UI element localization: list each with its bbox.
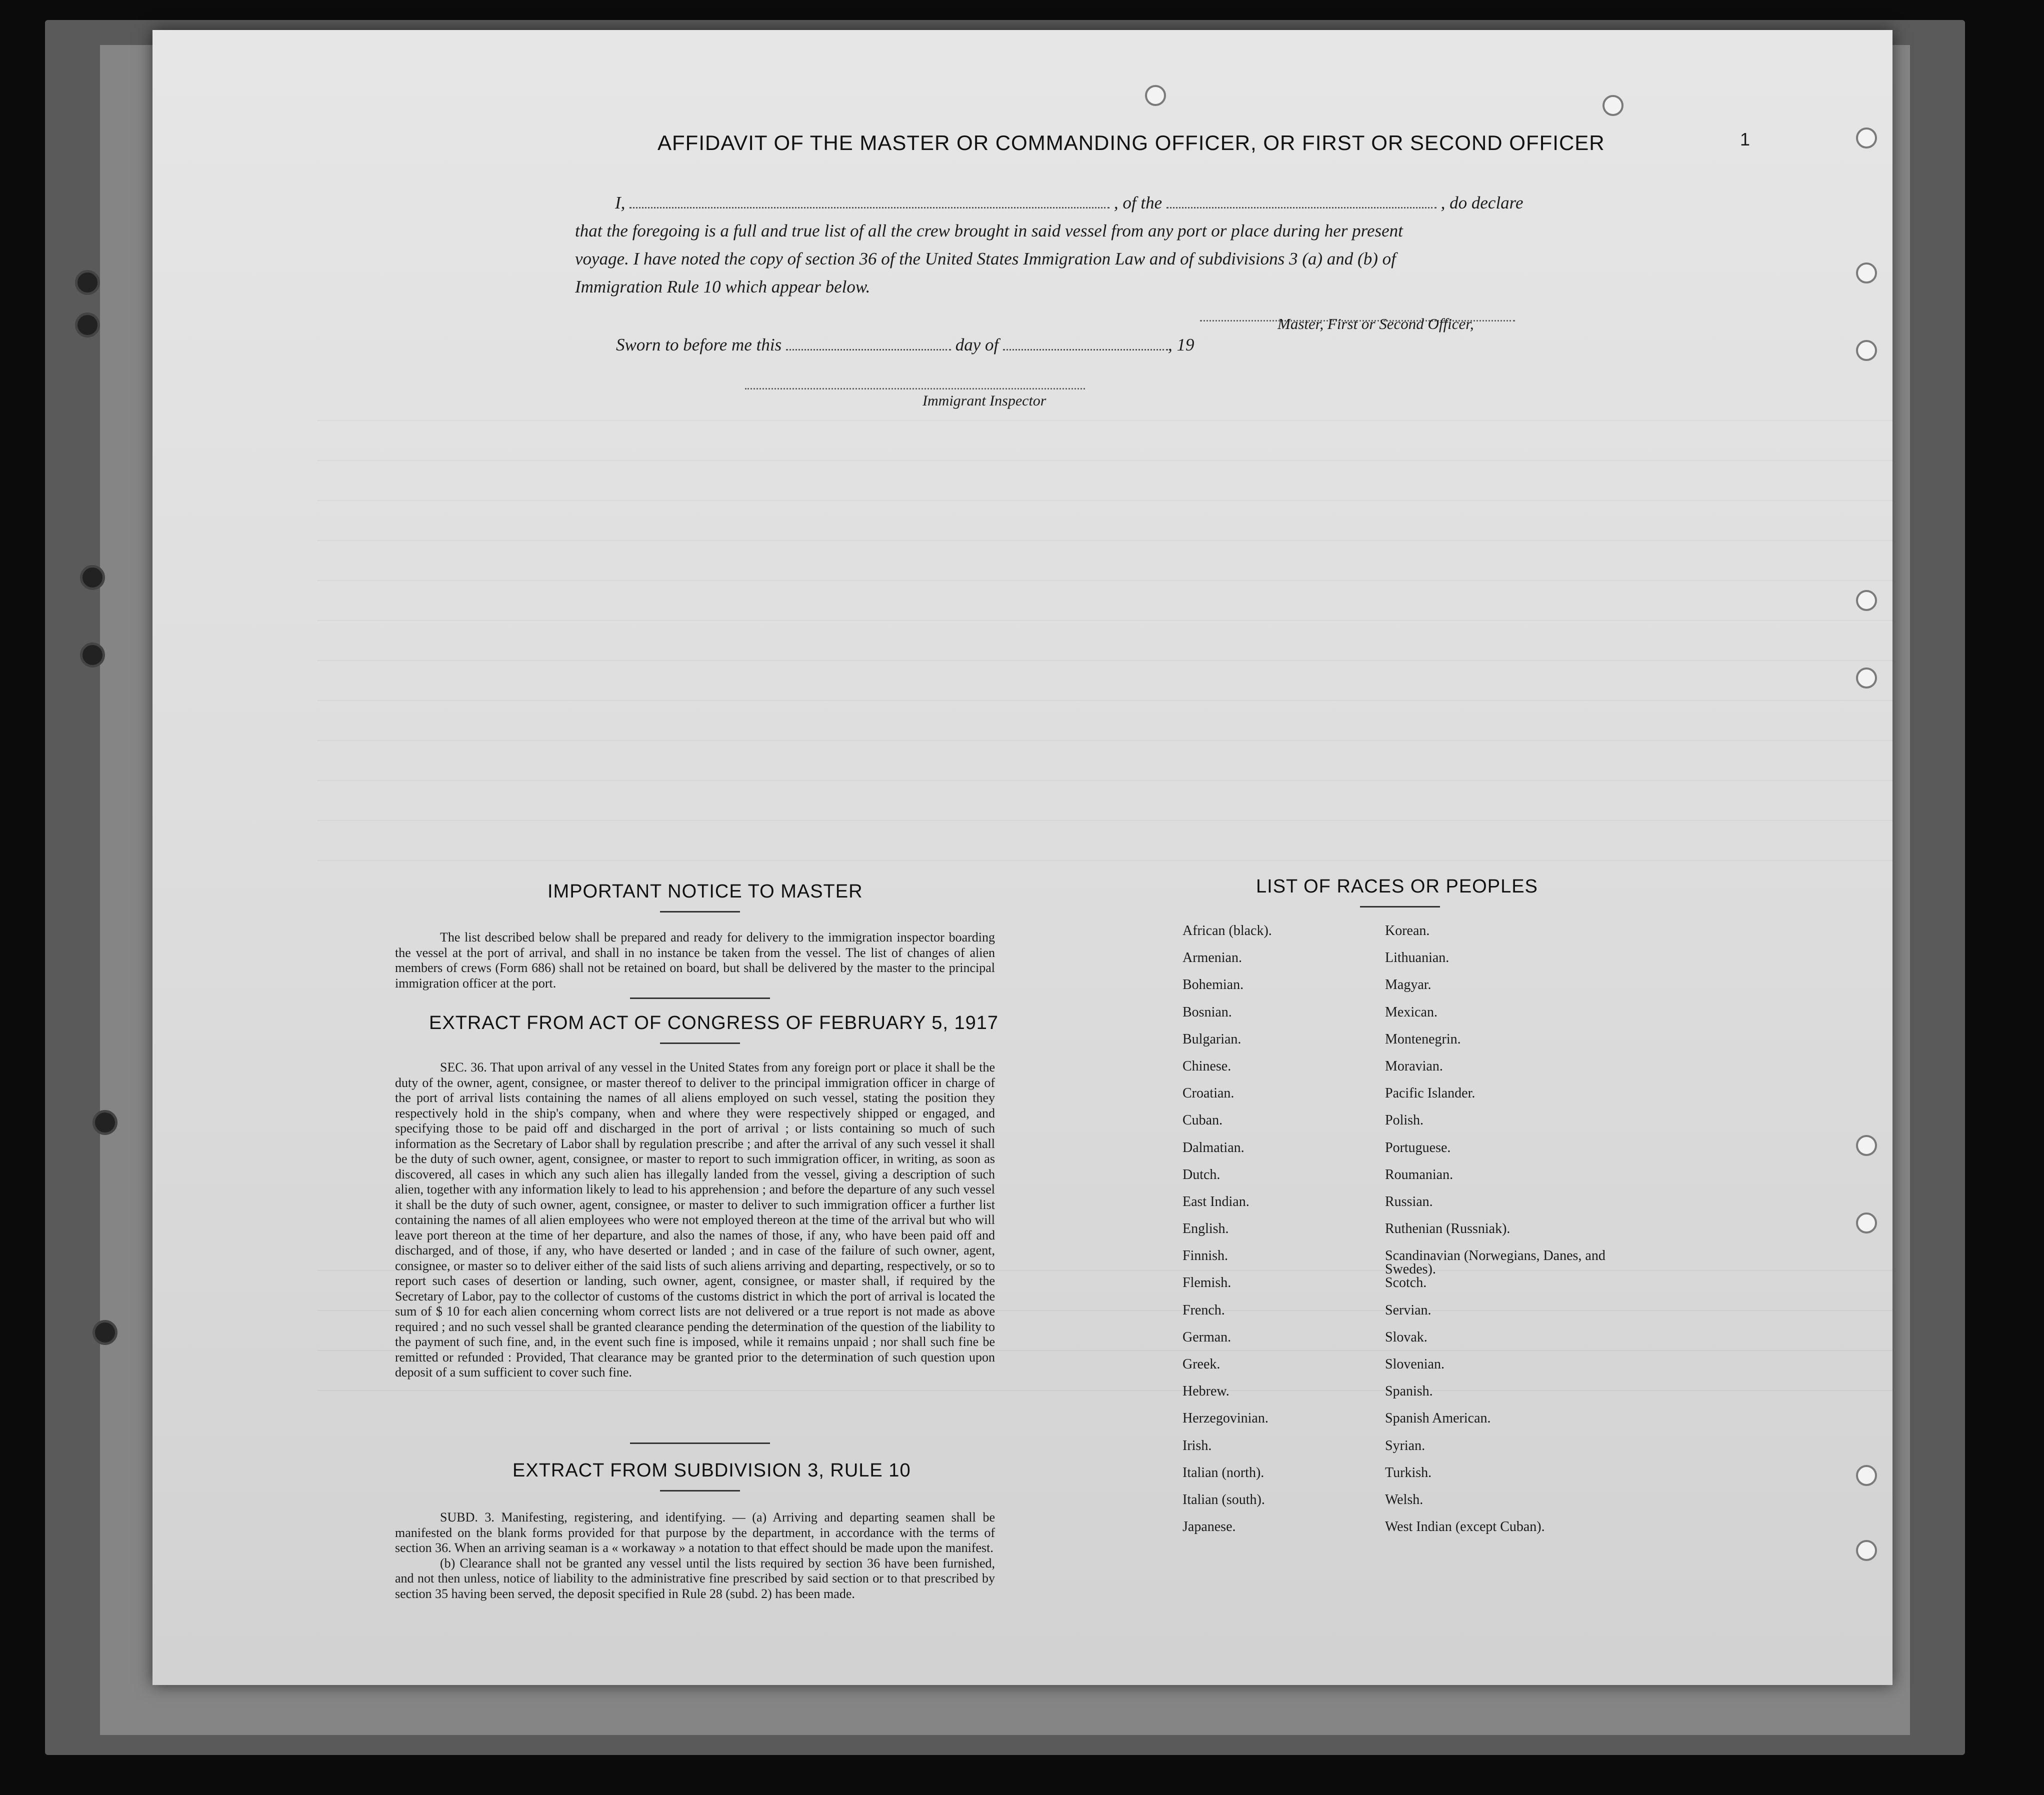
- race-item: Moravian.: [1385, 1058, 1443, 1074]
- binder-hole: [75, 270, 100, 295]
- races-list: [1182, 924, 1632, 1547]
- race-item: Slovenian.: [1385, 1356, 1444, 1372]
- sworn-day-field[interactable]: [786, 349, 951, 350]
- race-item: Slovak.: [1385, 1329, 1428, 1345]
- race-item: Syrian.: [1385, 1438, 1426, 1454]
- race-item: Mexican.: [1385, 1004, 1438, 1020]
- race-item: English.: [1182, 1221, 1229, 1237]
- race-item: Polish.: [1385, 1112, 1424, 1128]
- race-item: Irish.: [1182, 1438, 1212, 1454]
- affidavit-i: I,: [615, 193, 626, 212]
- race-item: Ruthenian (Russniak).: [1385, 1221, 1510, 1237]
- affidavit-line-3: voyage. I have noted the copy of section 36 of the United States Immigration Law and of subdivisions 3 (a) and (b) of: [575, 249, 1396, 268]
- race-item: East Indian.: [1182, 1194, 1250, 1210]
- race-item: Italian (north).: [1182, 1464, 1264, 1480]
- race-item: Italian (south).: [1182, 1492, 1265, 1508]
- race-item: Russian.: [1385, 1194, 1433, 1210]
- race-item: Pacific Islander.: [1385, 1086, 1476, 1102]
- race-item: Armenian.: [1182, 950, 1242, 966]
- race-item: Roumanian.: [1385, 1166, 1454, 1182]
- inspector-label: Immigrant Inspector: [922, 392, 1046, 409]
- signature-label: Master, First or Second Officer,: [1278, 315, 1474, 332]
- sworn-day-of: day of: [955, 335, 999, 354]
- sworn-month-field[interactable]: [1003, 349, 1168, 350]
- race-item: Bosnian.: [1182, 1004, 1232, 1020]
- race-item: Herzegovinian.: [1182, 1410, 1268, 1426]
- notice-body: The list described below shall be prepared and ready for delivery to the immigration inspector boarding the vessel at the port of arrival, and shall in no instance be taken from the vessel. The list of changes of alien members of crews (Form 686) shall not be retained on board, but shall be delivered by the master to the principal immigration officer at the port.: [395, 930, 995, 990]
- race-item: Portuguese.: [1385, 1140, 1451, 1156]
- sworn-year-prefix: , 19: [1168, 335, 1194, 354]
- inspector-signature-line[interactable]: [745, 388, 1085, 390]
- race-item: African (black).: [1182, 923, 1272, 938]
- sheet-hole: [1602, 95, 1624, 116]
- race-item: Servian.: [1385, 1302, 1432, 1318]
- race-item: Bohemian.: [1182, 977, 1244, 993]
- act-title-rule: [660, 1042, 740, 1044]
- section-36-text: SEC. 36. That upon arrival of any vessel in the United States from any foreign port or place it shall be the duty of the owner, agent, consignee, or master thereof to deliver to the principal immigration officer in charge of the port of arrival lists containing the names of all aliens employed on such vessel, stating the position they respectively hold in the ship's company, when and where they were respectively shipped or engaged, and specifying those to be paid off and discharged in the port of arrival ; or lists containing so much of such information as the Secretary of Labor shall by regulation prescribe ; and after the arrival of any such vessel it shall be the duty of such owner, agent, consignee, or master to report to such immigration officer, in writing, as soon as discovered, all cases in which any such alien has illegally landed from the vessel, giving a description of such alien, together with any information likely to lead to his apprehension ; and before the departure of any such vessel it shall be the duty of such owner, agent, consignee, or master to deliver to such immigration officer a further list containing the names of all alien employees who were not employed thereon at the time of the arrival but who will leave port thereon at the time of her departure, and also the names of those, if any, who have been paid off and discharged, and of those, if any, who have deserted or landed ; and in case of the failure of such owner, agent, consignee, or master so to deliver either of the said lists of such aliens arriving and departing, respectively, or so to report such cases of desertion or landing, such owner, agent, consignee, or master shall, if required by the Secretary of Labor, pay to the collector of customs of the customs district in which the port of arrival is located the sum of $ 10 for each alien concerning whom correct lists are not delivered or a true report is not made as above required ; and no such vessel shall be granted clearance pending the determination of the question of the liability to the payment of such fine, and, in the event such fine is imposed, while it remains unpaid ; nor shall such fine be remitted or refunded : Provided, That clearance may be granted prior to the determination of such question upon deposit of a sum sufficient to cover such fine.: [395, 1060, 995, 1380]
- affidavit-line-4: Immigration Rule 10 which appear below.: [575, 277, 870, 296]
- rule-title: EXTRACT FROM SUBDIVISION 3, RULE 10: [512, 1460, 911, 1481]
- race-item: Spanish American.: [1385, 1410, 1491, 1426]
- race-item: Korean.: [1385, 923, 1430, 938]
- race-item: Cuban.: [1182, 1112, 1223, 1128]
- race-item: German.: [1182, 1329, 1232, 1345]
- rule-10-text: [395, 1510, 995, 1602]
- race-item: Hebrew.: [1182, 1384, 1230, 1400]
- rule-para-b: (b) Clearance shall not be granted any vessel until the lists required by section 36 have been furnished, and not then unless, notice of liability to the administrative fine prescribed by said section or to that prescribed by section 35 having been served, the deposit specified in Rule 28 (subd. 2) has been made.: [395, 1556, 995, 1601]
- races-title: LIST OF RACES OR PEOPLES: [1256, 876, 1538, 897]
- races-title-rule: [1360, 906, 1440, 908]
- race-item: Magyar.: [1385, 977, 1432, 993]
- sworn-line: [616, 335, 1194, 355]
- sheet-hole: [1856, 590, 1877, 611]
- race-item: Montenegrin.: [1385, 1031, 1461, 1047]
- rule-para-a: SUBD. 3. Manifesting, registering, and identifying. — (a) Arriving and departing seamen shall be manifested on the blank forms provided for that purpose by the department, in accordance with the terms of section 36. When an arriving seaman is a « workaway » a notation to that effect should be made upon the manifest.: [395, 1510, 995, 1555]
- race-item: Welsh.: [1385, 1492, 1424, 1508]
- master-name-field[interactable]: [630, 207, 1110, 208]
- race-item: Turkish.: [1385, 1464, 1432, 1480]
- vessel-name-field[interactable]: [1166, 207, 1436, 208]
- affidavit-line-2: that the foregoing is a full and true list of all the crew brought in said vessel from any port or place during her present: [575, 221, 1403, 240]
- race-item: West Indian (except Cuban).: [1385, 1519, 1545, 1535]
- notice-divider: [630, 998, 770, 999]
- race-item: Chinese.: [1182, 1058, 1232, 1074]
- race-item: Scotch.: [1385, 1275, 1427, 1291]
- act-divider: [630, 1442, 770, 1444]
- sheet-hole: [1856, 128, 1877, 148]
- race-item: Finnish.: [1182, 1248, 1228, 1264]
- sheet-hole: [1856, 262, 1877, 284]
- affidavit-title: AFFIDAVIT OF THE MASTER OR COMMANDING OFFICER, OR FIRST OR SECOND OFFICER: [658, 131, 1605, 154]
- page-number: 1: [1740, 129, 1750, 150]
- affidavit-body: [575, 189, 1550, 301]
- sheet-hole: [1856, 668, 1877, 688]
- race-item: French.: [1182, 1302, 1225, 1318]
- notice-title: IMPORTANT NOTICE TO MASTER: [548, 881, 863, 902]
- sheet-hole: [1145, 85, 1166, 106]
- binder-hole: [92, 1110, 118, 1135]
- race-item: Spanish.: [1385, 1384, 1433, 1400]
- race-item: Dutch.: [1182, 1166, 1220, 1182]
- affidavit-of-the: , of the: [1114, 193, 1162, 212]
- sheet-hole: [1856, 1540, 1877, 1561]
- sheet-hole: [1856, 1212, 1877, 1234]
- binder-hole: [80, 565, 105, 590]
- race-item: Greek.: [1182, 1356, 1220, 1372]
- race-item: Croatian.: [1182, 1086, 1234, 1102]
- rule-title-rule: [660, 1490, 740, 1492]
- affidavit-do-declare: , do declare: [1440, 193, 1524, 212]
- race-item: Bulgarian.: [1182, 1031, 1242, 1047]
- binder-hole: [92, 1320, 118, 1345]
- race-item: Scandinavian (Norwegians, Danes, and Swedes).: [1385, 1248, 1606, 1278]
- sheet-hole: [1856, 1465, 1877, 1486]
- sworn-text: Sworn to before me this: [616, 335, 782, 354]
- affidavit-line-1: [575, 189, 1550, 217]
- race-item: Flemish.: [1182, 1275, 1232, 1291]
- race-item: Lithuanian.: [1385, 950, 1450, 966]
- act-title: EXTRACT FROM ACT OF CONGRESS OF FEBRUARY 5, 1917: [429, 1012, 998, 1034]
- sheet-hole: [1856, 1135, 1877, 1156]
- race-item: Dalmatian.: [1182, 1140, 1244, 1156]
- race-item: Japanese.: [1182, 1519, 1236, 1535]
- binder-hole: [75, 312, 100, 338]
- sheet-hole: [1856, 340, 1877, 361]
- binder-hole: [80, 642, 105, 668]
- notice-title-rule: [660, 911, 740, 912]
